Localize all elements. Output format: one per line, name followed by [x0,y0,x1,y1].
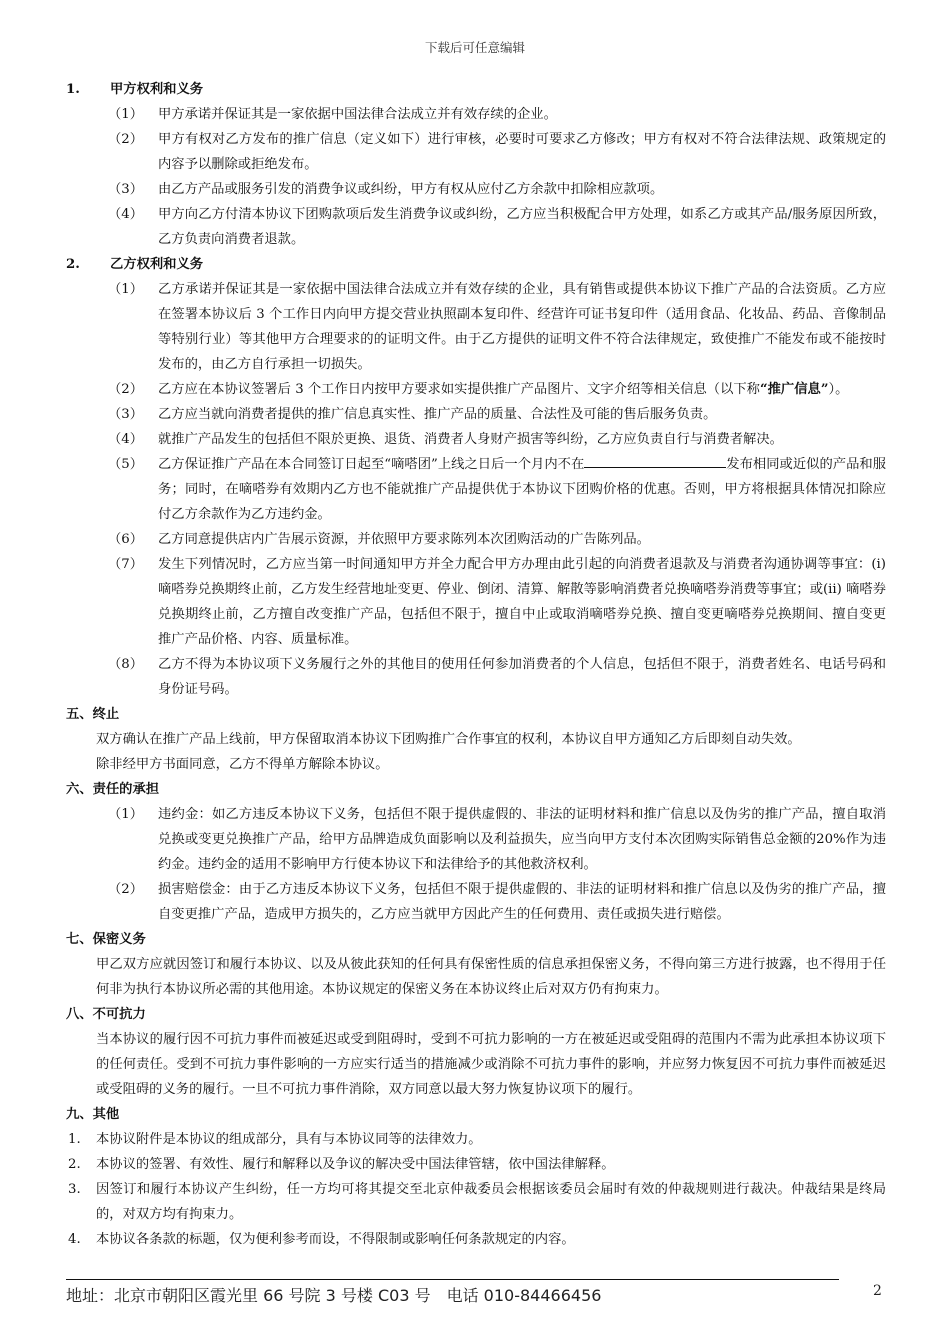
numbered-item [66,1152,886,1177]
clause [66,377,886,402]
numbered-item [66,1177,886,1227]
section-number: 2. [66,257,80,272]
item-number: 2. [68,1157,81,1172]
clause-marker: （2） [108,132,144,147]
page-header: 下载后可任意编辑 [424,40,525,55]
section-heading: 九、其他 [66,1107,120,1122]
clause-text: 发生下列情况时，乙方应当第一时间通知甲方并全力配合甲方办理由此引起的向消费者退款及与消费者沟通协调等事宜：(i)嘀嗒券兑换期终止前，乙方发生经营地址变更、停业、倒闭、清算、解散等影响消费者兑换嘀嗒券消费等事宜；或(ii) 嘀嗒券兑换期终止前，乙方擅自改变推广产品，包括但不限于，擅自中止或取消嘀嗒券兑换、擅自变更嘀嗒券兑换期间、擅自变更推广产品价格、内容、质量标准。 [158,557,886,647]
section-heading [66,252,886,277]
section-heading: 八、不可抗力 [66,1007,146,1022]
clause [66,452,886,527]
clause-marker: （2） [108,382,144,397]
clause [66,177,886,202]
clause [66,877,886,927]
section-title: 乙方权利和义务 [110,257,204,272]
section-number: 1. [66,82,80,97]
clause-text: 就推广产品发生的包括但不限於更换、退货、消费者人身财产损害等纠纷，乙方应负责自行与消费者解决。 [158,432,783,447]
item-number: 1. [68,1132,81,1147]
clause-text: 乙方应在本协议签署后 3 个工作日内按甲方要求如实提供推广产品图片、文字介绍等相关信息（以下称 [158,382,760,397]
item-text: 因签订和履行本协议产生纠纷，任一方均可将其提交至北京仲裁委员会根据该委员会届时有效的仲裁规则进行裁决。仲裁结果是终局的，对双方均有拘束力。 [96,1182,886,1222]
clause-marker: （7） [108,557,144,572]
clause-text: 乙方承诺并保证其是一家依据中国法律合法成立并有效存续的企业，具有销售或提供本协议下推广产品的合法资质。乙方应在签署本协议后 3 个工作日内向甲方提交营业执照副本复印件、经营许可证书复印件（适用食品、化妆品、药品、音像制品等特别行业）等其他甲方合理要求的的证明文件。由于乙方提供的证明文件不符合法律规定，致使推广不能发布或不能按时发布的，由乙方自行承担一切损失。 [158,282,886,372]
clause-text: 甲方向乙方付清本协议下团购款项后发生消费争议或纠纷，乙方应当积极配合甲方处理，如系乙方或其产品/服务原因所致，乙方负责向消费者退款。 [158,207,886,247]
clause [66,527,886,552]
clause-marker: （1） [108,107,144,122]
clause [66,427,886,452]
item-number: 3. [68,1182,81,1197]
clause [66,652,886,702]
paragraph: 当本协议的履行因不可抗力事件而被延迟或受到阻碍时，受到不可抗力影响的一方在被延迟或受阻碍的范围内不需为此承担本协议项下的任何责任。受到不可抗力事件影响的一方应实行适当的措施减少或消除不可抗力事件的影响，并应努力恢复因不可抗力事件而被延迟或受阻碍的义务的履行。一旦不可抗力事件消除，双方同意以最大努力恢复协议项下的履行。 [96,1032,886,1097]
clause-marker: （5） [108,457,144,472]
item-text: 本协议附件是本协议的组成部分，具有与本协议同等的法律效力。 [96,1132,482,1147]
clause-text: 违约金：如乙方违反本协议下义务，包括但不限于提供虚假的、非法的证明材料和推广信息以及伪劣的推广产品，擅自取消兑换或变更兑换推广产品，给甲方品牌造成负面影响以及利益损失，应当向甲方支付本次团购实际销售总金额的20%作为违约金。违约金的适用不影响甲方行使本协议下和法律给予的其他救济权利。 [158,807,886,872]
clause-marker: （3） [108,407,144,422]
section-heading [66,77,886,102]
clause [66,402,886,427]
clause-marker: （6） [108,532,144,547]
clause-text: 乙方保证推广产品在本合同签订日起至“嘀嗒团”上线之日后一个月内不在 [158,457,585,472]
footer-divider [66,1279,839,1280]
clause [66,102,886,127]
section-heading: 五、终止 [66,707,120,722]
clause-text: 乙方同意提供店内广告展示资源，并依照甲方要求陈列本次团购活动的广告陈列品。 [158,532,650,547]
section-heading: 七、保密义务 [66,932,146,947]
clause-marker: （1） [108,282,144,297]
clause-text: 甲方有权对乙方发布的推广信息（定义如下）进行审核，必要时可要求乙方修改；甲方有权对不符合法律法规、政策规定的内容予以删除或拒绝发布。 [158,132,886,172]
clause-marker: （1） [108,807,144,822]
page-number: 2 [873,1283,882,1299]
clause-marker: （4） [108,207,144,222]
paragraph: 除非经甲方书面同意，乙方不得单方解除本协议。 [96,757,389,772]
clause-text: 由乙方产品或服务引发的消费争议或纠纷，甲方有权从应付乙方余款中扣除相应款项。 [158,182,664,197]
numbered-item [66,1127,886,1152]
paragraph: 双方确认在推广产品上线前，甲方保留取消本协议下团购推广合作事宜的权利，本协议自甲方通知乙方后即刻自动失效。 [96,732,801,747]
clause-text: 乙方不得为本协议项下义务履行之外的其他目的使用任何参加消费者的个人信息，包括但不限于，消费者姓名、电话号码和身份证号码。 [158,657,886,697]
clause [66,802,886,877]
clause-marker: （2） [108,882,144,897]
blank-fill-line[interactable] [584,453,726,468]
clause-text: 损害赔偿金：由于乙方违反本协议下义务，包括但不限于提供虚假的、非法的证明材料和推广信息以及伪劣的推广产品，擅自变更推广产品，造成甲方损失的，乙方应当就甲方因此产生的任何费用、责任或损失进行赔偿。 [158,882,886,922]
item-number: 4. [68,1232,81,1247]
clause [66,552,886,652]
section-heading: 六、责任的承担 [66,782,160,797]
clause-marker: （4） [108,432,144,447]
clause-marker: （8） [108,657,144,672]
item-text: 本协议各条款的标题，仅为便利参考而设，不得限制或影响任何条款规定的内容。 [96,1232,575,1247]
clause [66,202,886,252]
numbered-item [66,1227,886,1252]
item-text: 本协议的签署、有效性、履行和解释以及争议的解决受中国法律管辖，依中国法律解释。 [96,1157,615,1172]
clause-text: 乙方应当就向消费者提供的推广信息真实性、推广产品的质量、合法性及可能的售后服务负责。 [158,407,717,422]
section-title: 甲方权利和义务 [110,82,204,97]
clause-text: 甲方承诺并保证其是一家依据中国法律合法成立并有效存续的企业。 [158,107,557,122]
clause-text: 发布相同或近似的产品和服务；同时，在嘀嗒券有效期内乙方也不能就推广产品提供优于本协议下团购价格的优惠。否则，甲方将根据具体情况扣除应付乙方余款作为乙方违约金。 [158,457,886,522]
clause-marker: （3） [108,182,144,197]
clause-text: ）。 [828,382,849,397]
clause [66,277,886,377]
paragraph: 甲乙双方应就因签订和履行本协议、以及从彼此获知的任何具有保密性质的信息承担保密义务，不得向第三方进行披露，也不得用于任何非为执行本协议所必需的其他用途。本协议规定的保密义务在本协议终止后对双方仍有拘束力。 [96,957,886,997]
defined-term: “推广信息” [759,382,829,397]
document-body [66,77,886,1252]
footer-address: 地址：北京市朝阳区霞光里 66 号院 3 号楼 C03 号 电话 010-84466456 [66,1286,602,1305]
clause [66,127,886,177]
